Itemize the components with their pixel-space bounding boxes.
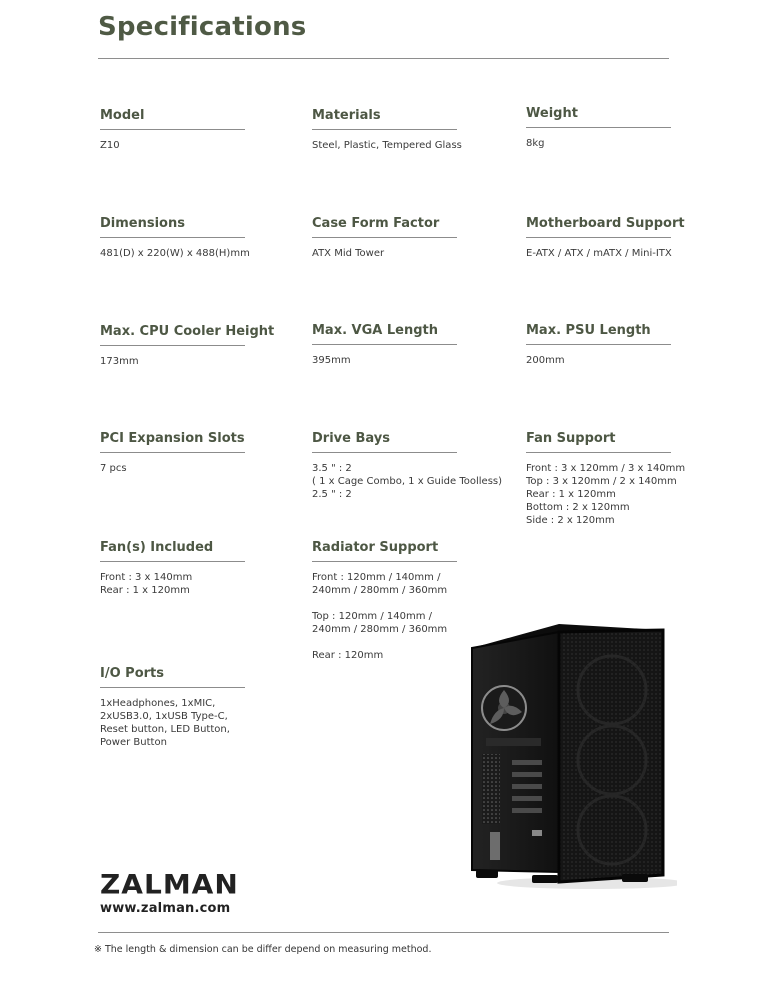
spec-io-ports [100, 666, 245, 749]
spec-value-line: 2.5 " : 2 [312, 489, 352, 500]
spec-value-line: Front : 3 x 140mm [100, 572, 193, 583]
zalman-logo: ZALMAN [100, 868, 239, 901]
spec-fan-support [526, 431, 686, 527]
spec-value-line: Z10 [100, 140, 120, 151]
spec-value-spacer [312, 636, 457, 649]
spec-value-line: 8kg [526, 138, 545, 149]
spec-case-form-factor [312, 216, 457, 260]
spec-value-line: 3.5 " : 2 [312, 463, 352, 474]
spec-value [100, 139, 245, 152]
spec-dimensions [100, 216, 250, 260]
spec-materials [312, 108, 462, 152]
spec-value-line: Rear : 1 x 120mm [100, 585, 190, 596]
spec-value [100, 697, 245, 749]
spec-label: Case Form Factor [312, 216, 457, 238]
spec-psu-length [526, 323, 671, 367]
spec-model [100, 108, 245, 152]
spec-value-line: 2xUSB3.0, 1xUSB Type-C, [100, 711, 228, 722]
spec-value [526, 462, 686, 527]
spec-label: Fan Support [526, 431, 671, 453]
spec-cpu-cooler-height [100, 324, 275, 368]
spec-value-line: Side : 2 x 120mm [526, 515, 615, 526]
spec-value-line: 240mm / 280mm / 360mm [312, 585, 448, 596]
brand-url: www.zalman.com [100, 901, 231, 916]
spec-value [312, 247, 457, 260]
spec-value [312, 571, 457, 662]
spec-value [312, 462, 503, 501]
spec-value [526, 247, 671, 260]
spec-value-line: ATX Mid Tower [312, 248, 385, 259]
spec-label: Motherboard Support [526, 216, 671, 238]
spec-value [526, 354, 671, 367]
spec-label: Drive Bays [312, 431, 457, 453]
footer-divider [98, 932, 669, 933]
spec-value-spacer [312, 597, 457, 610]
spec-label: I/O Ports [100, 666, 245, 688]
brand-block [100, 869, 239, 916]
spec-fans-included [100, 540, 245, 597]
spec-value [312, 354, 457, 367]
spec-value-line: 7 pcs [100, 463, 127, 474]
spec-value-line: Rear : 120mm [312, 650, 384, 661]
spec-value-line: 200mm [526, 355, 565, 366]
spec-value-line: 1xHeadphones, 1xMIC, [100, 698, 216, 709]
spec-label: Max. PSU Length [526, 323, 671, 345]
spec-label: PCI Expansion Slots [100, 431, 245, 453]
spec-value [100, 247, 250, 260]
spec-weight [526, 106, 671, 150]
page-title: Specifications [98, 12, 307, 42]
spec-value-line: 240mm / 280mm / 360mm [312, 624, 448, 635]
pc-case-image [462, 620, 677, 890]
spec-value-line: Front : 3 x 120mm / 3 x 140mm [526, 463, 686, 474]
spec-value-line: 173mm [100, 356, 139, 367]
spec-value-line: Top : 3 x 120mm / 2 x 140mm [526, 476, 677, 487]
spec-value [100, 355, 245, 368]
spec-value-line: Top : 120mm / 140mm / [312, 611, 433, 622]
spec-value [100, 462, 245, 475]
spec-label: Materials [312, 108, 457, 130]
spec-label: Fan(s) Included [100, 540, 245, 562]
spec-label: Max. VGA Length [312, 323, 457, 345]
spec-value-line: Bottom : 2 x 120mm [526, 502, 630, 513]
spec-radiator-support [312, 540, 457, 662]
spec-pci-slots [100, 431, 245, 475]
spec-label: Max. CPU Cooler Height [100, 324, 245, 346]
spec-value-line: Front : 120mm / 140mm / [312, 572, 441, 583]
spec-value-line: ( 1 x Cage Combo, 1 x Guide Toolless) [312, 476, 503, 487]
spec-value-line: Power Button [100, 737, 167, 748]
spec-value-line: 481(D) x 220(W) x 488(H)mm [100, 248, 250, 259]
spec-value-line: Steel, Plastic, Tempered Glass [312, 140, 462, 151]
spec-value-line: 395mm [312, 355, 351, 366]
spec-motherboard-support [526, 216, 685, 260]
spec-drive-bays [312, 431, 503, 501]
title-divider [98, 58, 669, 59]
footnote: ※ The length & dimension can be differ depend on measuring method. [94, 944, 432, 955]
spec-value-line: Rear : 1 x 120mm [526, 489, 616, 500]
spec-value-line: Reset button, LED Button, [100, 724, 230, 735]
spec-label: Model [100, 108, 245, 130]
spec-value-line: E-ATX / ATX / mATX / Mini-ITX [526, 248, 672, 259]
spec-label: Dimensions [100, 216, 245, 238]
spec-label: Radiator Support [312, 540, 457, 562]
spec-vga-length [312, 323, 457, 367]
spec-value [100, 571, 245, 597]
spec-value [312, 139, 462, 152]
spec-value [526, 137, 671, 150]
spec-label: Weight [526, 106, 671, 128]
